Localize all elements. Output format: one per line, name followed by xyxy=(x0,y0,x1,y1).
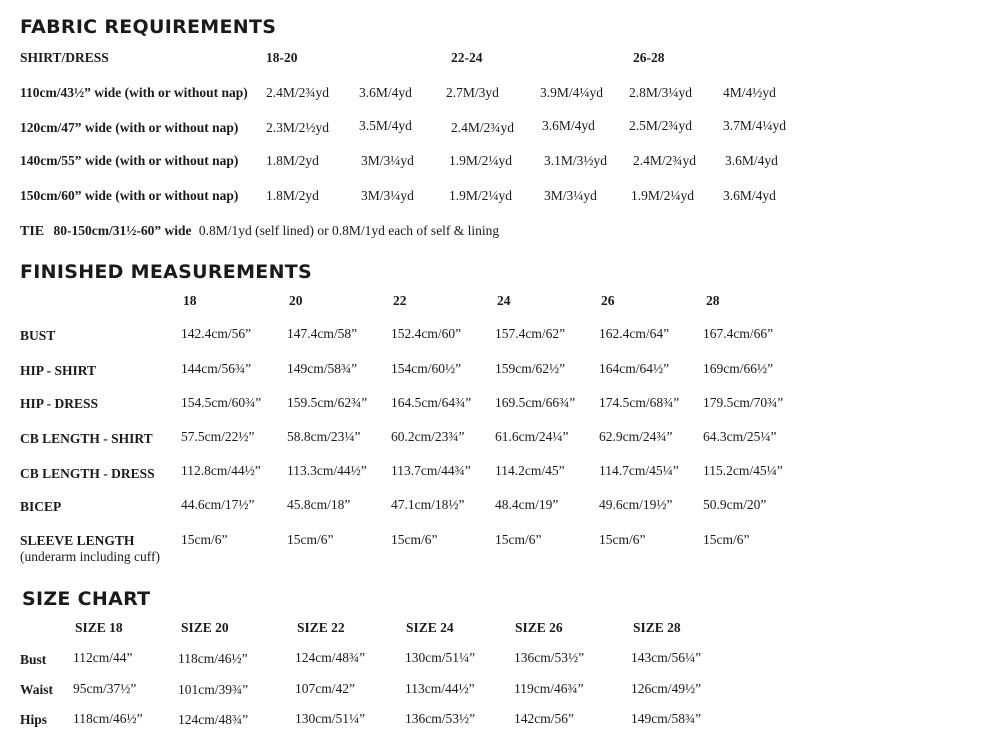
measurement-label: CB LENGTH - DRESS xyxy=(20,466,155,481)
size-chart-cell: 119cm/46¾” xyxy=(514,681,584,696)
measurement-cell: 152.4cm/60” xyxy=(391,326,462,341)
fabric-cell: 2.4M/2¾yd xyxy=(266,85,330,100)
size-chart-cell: 107cm/42” xyxy=(295,681,355,696)
fabric-cell: 2.4M/2¾yd xyxy=(451,120,515,135)
measurement-cell: 149cm/58¾” xyxy=(287,361,358,376)
size-header: 20 xyxy=(289,293,303,308)
measurement-cell: 49.6cm/19½” xyxy=(599,497,673,512)
fabric-width-label: 120cm/47” wide (with or without nap) xyxy=(20,120,239,135)
measurement-label: BICEP xyxy=(20,499,62,514)
fabric-cell: 3M/3¼yd xyxy=(361,153,414,168)
measurement-cell: 50.9cm/20” xyxy=(703,497,767,512)
measurement-cell: 154.5cm/60¾” xyxy=(181,395,262,410)
size-chart-cell: 142cm/56” xyxy=(514,711,574,726)
fabric-cell: 2.4M/2¾yd xyxy=(633,153,697,168)
fabric-cell: 2.7M/3yd xyxy=(446,85,499,100)
fabric-cell: 2.5M/2¾yd xyxy=(629,118,693,133)
measurement-cell: 174.5cm/68¾” xyxy=(599,395,680,410)
fabric-cell: 4M/4½yd xyxy=(723,85,776,100)
fabric-cell: 3.1M/3½yd xyxy=(544,153,608,168)
size-header: 26 xyxy=(601,293,615,308)
fabric-cell: 3M/3¼yd xyxy=(544,188,597,203)
measurement-cell: 157.4cm/62” xyxy=(495,326,566,341)
measurement-cell: 58.8cm/23¼” xyxy=(287,429,361,444)
measurement-cell: 47.1cm/18½” xyxy=(391,497,465,512)
size-chart-cell: 118cm/46½” xyxy=(73,711,143,726)
measurement-cell: 112.8cm/44½” xyxy=(181,463,261,478)
size-header: 22 xyxy=(393,293,407,308)
size-chart-cell: 95cm/37½” xyxy=(73,681,137,696)
size-chart-cell: 136cm/53½” xyxy=(405,711,476,726)
measurement-cell: 44.6cm/17½” xyxy=(181,497,255,512)
garment-label: SHIRT/DRESS xyxy=(20,50,109,65)
size-chart-header: SIZE 24 xyxy=(406,620,454,635)
size-group-header: 18-20 xyxy=(266,50,298,65)
measurement-cell: 61.6cm/24¼” xyxy=(495,429,569,444)
fabric-cell: 3.5M/4yd xyxy=(359,118,412,133)
tie-text: 0.8M/1yd (self lined) or 0.8M/1yd each of self & lining xyxy=(198,223,500,238)
measurement-cell: 15cm/6” xyxy=(495,532,542,547)
size-group-header: 22-24 xyxy=(451,50,483,65)
measurement-cell: 15cm/6” xyxy=(181,532,228,547)
size-chart-cell: 118cm/46½” xyxy=(178,651,248,666)
measurement-cell: 113.7cm/44¾” xyxy=(391,463,471,478)
measurement-cell: 57.5cm/22½” xyxy=(181,429,255,444)
fabric-cell: 1.8M/2yd xyxy=(266,188,319,203)
size-group-header: 26-28 xyxy=(633,50,665,65)
fabric-cell: 3.6M/4yd xyxy=(725,153,778,168)
measurement-label: HIP - SHIRT xyxy=(20,363,97,378)
measurement-sublabel: (underarm including cuff) xyxy=(20,549,160,564)
fabric-cell: 1.9M/2¼yd xyxy=(631,188,695,203)
fabric-cell: 1.9M/2¼yd xyxy=(449,188,513,203)
fabric-cell: 2.8M/3¼yd xyxy=(629,85,693,100)
size-header: 18 xyxy=(183,293,197,308)
size-chart-label: Waist xyxy=(20,682,54,697)
measurement-cell: 159cm/62½” xyxy=(495,361,566,376)
size-chart-cell: 113cm/44½” xyxy=(405,681,475,696)
size-chart-header: SIZE 28 xyxy=(633,620,681,635)
fabric-cell: 3.6M/4yd xyxy=(542,118,595,133)
measurement-cell: 142.4cm/56” xyxy=(181,326,252,341)
fabric-width-label: 110cm/43½” wide (with or without nap) xyxy=(20,85,248,100)
measurement-cell: 15cm/6” xyxy=(599,532,646,547)
fabric-cell: 3M/3¼yd xyxy=(361,188,414,203)
size-chart-label: Hips xyxy=(20,712,48,727)
measurement-cell: 45.8cm/18” xyxy=(287,497,351,512)
measurement-cell: 15cm/6” xyxy=(703,532,750,547)
size-chart-header: SIZE 26 xyxy=(515,620,563,635)
measurement-cell: 115.2cm/45¼” xyxy=(703,463,783,478)
size-chart-cell: 149cm/58¾” xyxy=(631,711,702,726)
measurement-cell: 62.9cm/24¾” xyxy=(599,429,673,444)
size-header: 24 xyxy=(497,293,511,308)
size-chart-header: SIZE 20 xyxy=(181,620,229,635)
size-chart-cell: 124cm/48¾” xyxy=(295,650,366,665)
measurement-cell: 114.7cm/45¼” xyxy=(599,463,679,478)
measurement-cell: 113.3cm/44½” xyxy=(287,463,367,478)
fabric-cell: 1.9M/2¼yd xyxy=(449,153,513,168)
measurement-cell: 164cm/64½” xyxy=(599,361,670,376)
size-chart-cell: 124cm/48¾” xyxy=(178,712,249,727)
measurement-label: CB LENGTH - SHIRT xyxy=(20,431,153,446)
measurement-cell: 48.4cm/19” xyxy=(495,497,559,512)
measurement-cell: 154cm/60½” xyxy=(391,361,462,376)
measurement-cell: 164.5cm/64¾” xyxy=(391,395,472,410)
measurement-label: SLEEVE LENGTH xyxy=(20,533,135,548)
size-chart-label: Bust xyxy=(20,652,47,667)
measurement-cell: 15cm/6” xyxy=(287,532,334,547)
fabric-cell: 1.8M/2yd xyxy=(266,153,319,168)
measurement-cell: 179.5cm/70¾” xyxy=(703,395,784,410)
size-chart-cell: 126cm/49½” xyxy=(631,681,702,696)
measurement-cell: 147.4cm/58” xyxy=(287,326,358,341)
measurement-cell: 114.2cm/45” xyxy=(495,463,565,478)
size-chart-cell: 136cm/53½” xyxy=(514,650,585,665)
size-chart-cell: 143cm/56¼” xyxy=(631,650,702,665)
size-chart-cell: 130cm/51¼” xyxy=(295,711,366,726)
measurement-cell: 144cm/56¾” xyxy=(181,361,252,376)
fabric-cell: 3.6M/4yd xyxy=(723,188,776,203)
fabric-cell: 3.9M/4¼yd xyxy=(540,85,604,100)
size-chart-cell: 101cm/39¾” xyxy=(178,682,249,697)
measurement-cell: 64.3cm/25¼” xyxy=(703,429,777,444)
measurement-cell: 169.5cm/66¾” xyxy=(495,395,576,410)
tie-requirement xyxy=(20,223,499,240)
fabric-cell: 3.7M/4¼yd xyxy=(723,118,787,133)
measurement-cell: 159.5cm/62¾” xyxy=(287,395,368,410)
finished-measurements-title: FINISHED MEASUREMENTS xyxy=(20,261,313,283)
measurement-cell: 15cm/6” xyxy=(391,532,438,547)
size-chart-cell: 112cm/44” xyxy=(73,650,133,665)
measurement-label: HIP - DRESS xyxy=(20,396,99,411)
fabric-width-label: 140cm/55” wide (with or without nap) xyxy=(20,153,239,168)
measurement-cell: 60.2cm/23¾” xyxy=(391,429,465,444)
size-chart-title: SIZE CHART xyxy=(22,588,151,610)
tie-width: 80-150cm/31½-60” wide xyxy=(53,223,192,238)
fabric-width-label: 150cm/60” wide (with or without nap) xyxy=(20,188,239,203)
size-chart-header: SIZE 18 xyxy=(75,620,123,635)
fabric-cell: 3.6M/4yd xyxy=(359,85,412,100)
fabric-requirements-title: FABRIC REQUIREMENTS xyxy=(20,16,277,38)
fabric-cell: 2.3M/2½yd xyxy=(266,120,330,135)
size-chart-cell: 130cm/51¼” xyxy=(405,650,476,665)
size-header: 28 xyxy=(706,293,720,308)
tie-label: TIE xyxy=(20,224,45,239)
measurement-label: BUST xyxy=(20,328,56,343)
measurement-cell: 162.4cm/64” xyxy=(599,326,670,341)
size-chart-header: SIZE 22 xyxy=(297,620,345,635)
measurement-cell: 167.4cm/66” xyxy=(703,326,774,341)
measurement-cell: 169cm/66½” xyxy=(703,361,774,376)
